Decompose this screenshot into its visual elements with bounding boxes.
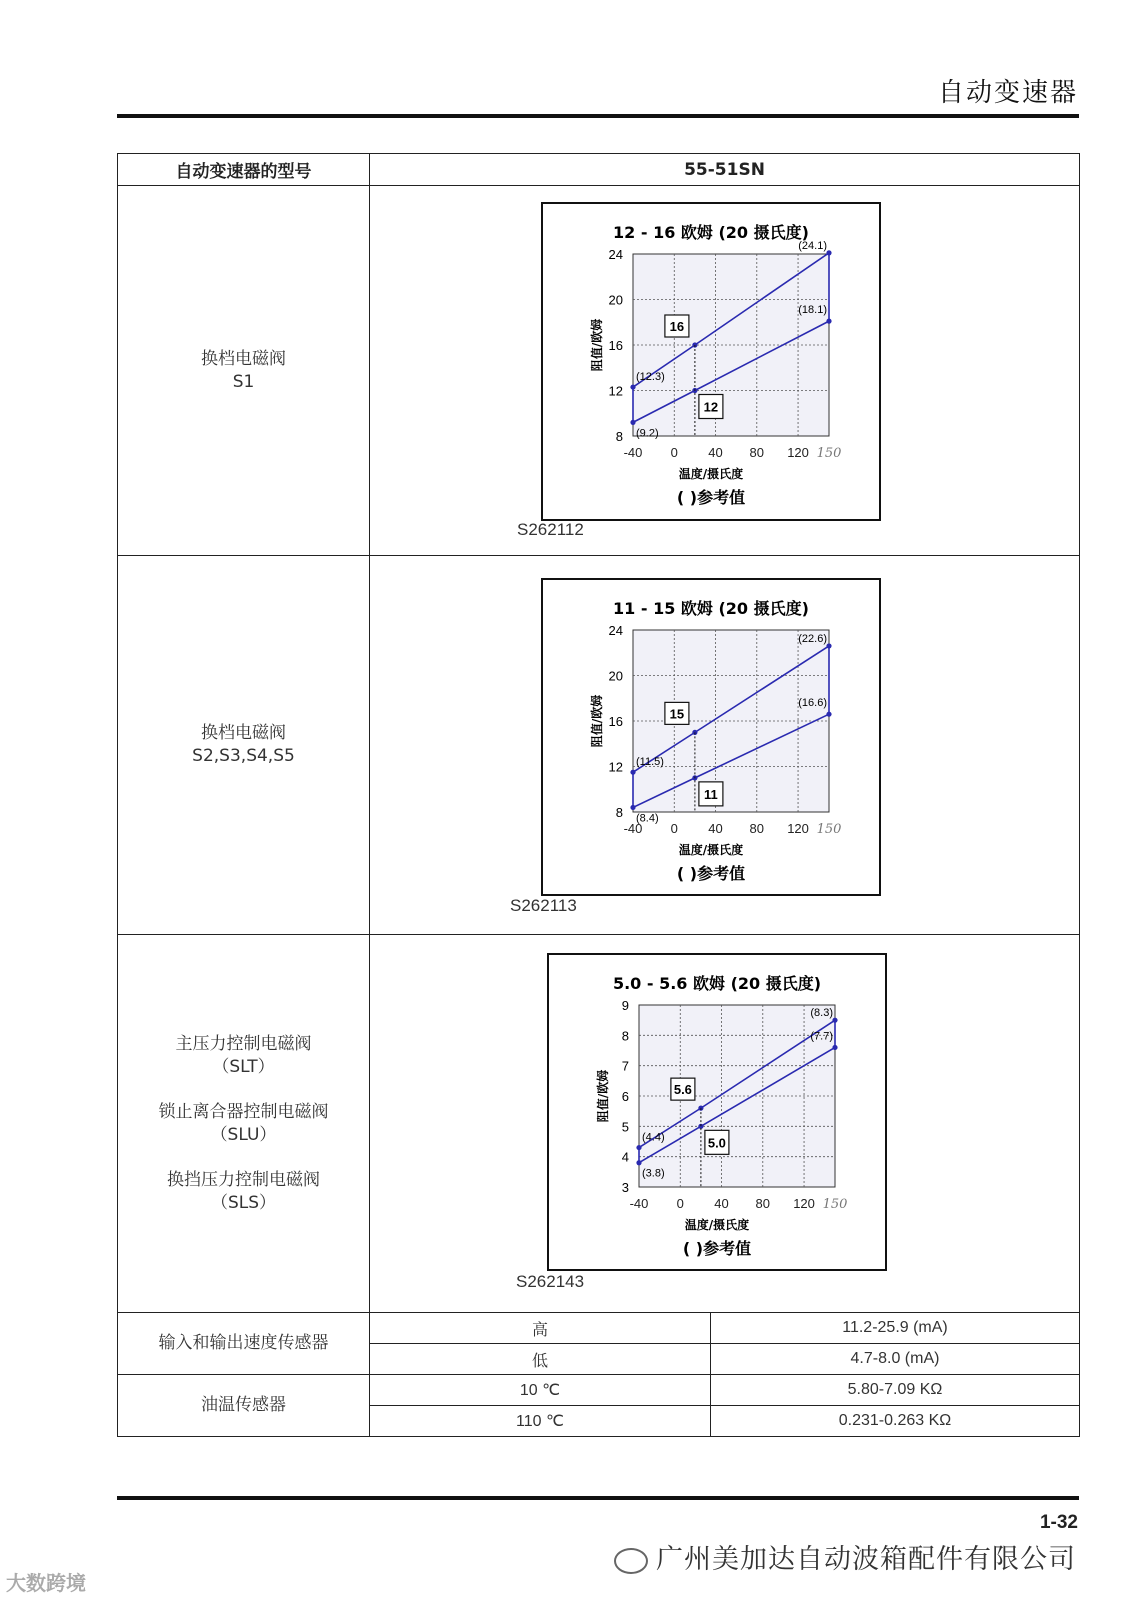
y-tick-label: 16 — [608, 714, 623, 729]
oil-temp-10c: 10 ℃ — [370, 1375, 711, 1406]
x-tick-label: -40 — [623, 445, 643, 460]
y-tick-label: 12 — [608, 383, 623, 399]
figure-code: S262113 — [510, 896, 577, 915]
point-label: (8.3) — [810, 1007, 833, 1020]
row-label-s2-s5 — [118, 556, 370, 935]
chart-caption: ( )参考值 — [676, 488, 746, 507]
chart-cell-s1 — [370, 186, 1080, 556]
y-tick-label: 12 — [608, 759, 623, 775]
watermark — [614, 1537, 1076, 1576]
brand-mark: 大数跨境 — [6, 1571, 86, 1595]
x-tick-label: 80 — [749, 445, 765, 460]
x-tick-label: 80 — [755, 1196, 771, 1211]
x-tick-label: 0 — [676, 1196, 684, 1211]
chart-cell-s2-s5 — [370, 556, 1080, 935]
row-label-line: 锁止离合器控制电磁阀 — [158, 1101, 329, 1122]
page-header-title: 自动变速器 — [937, 78, 1078, 108]
table-head-model: 自动变速器的型号 — [118, 154, 370, 186]
boxed-value-max: 15 — [669, 706, 685, 722]
chart-caption: ( )参考值 — [682, 1239, 752, 1258]
x-tick-label: -40 — [629, 1196, 649, 1211]
y-tick-label: 24 — [608, 247, 623, 262]
row-label-line: S2,S3,S4,S5 — [192, 746, 295, 766]
chart-s1-resistance — [543, 204, 879, 519]
row-label-line: （SLS） — [210, 1192, 277, 1213]
x-tick-label: 150 — [822, 1197, 848, 1212]
x-tick-label: 120 — [787, 821, 809, 836]
x-tick-label: 150 — [816, 822, 842, 837]
speed-sensor-low: 低 — [370, 1344, 711, 1375]
x-tick-label: 40 — [714, 1196, 729, 1211]
point-label: (8.4) — [636, 812, 659, 825]
chart-box-s1 — [541, 202, 881, 521]
x-axis-label: 温度/摄氏度 — [684, 1218, 750, 1232]
row-label-line: 换档电磁阀 — [201, 348, 286, 369]
speed-sensor-low-value: 4.7-8.0 (mA) — [711, 1344, 1080, 1375]
table-head-type: 55-51SN — [370, 154, 1080, 186]
x-axis-label: 温度/摄氏度 — [678, 843, 744, 857]
y-axis-label: 阻值/欧姆 — [590, 318, 604, 372]
row-label-line: （SLT） — [212, 1056, 275, 1077]
y-tick-label: 16 — [608, 338, 623, 353]
x-tick-label: 40 — [708, 821, 723, 836]
spacer — [118, 1147, 369, 1169]
x-tick-label: 80 — [749, 821, 765, 836]
boxed-value-max: 5.6 — [673, 1082, 692, 1098]
point-label: (24.1) — [798, 239, 827, 252]
x-tick-label: -40 — [623, 821, 643, 836]
boxed-value-max: 16 — [669, 319, 685, 334]
chart-caption: ( )参考值 — [676, 864, 746, 883]
y-tick-label: 24 — [608, 623, 623, 638]
x-tick-label: 120 — [793, 1196, 815, 1211]
y-tick-label: 8 — [615, 429, 623, 444]
x-tick-label: 0 — [670, 821, 678, 836]
speed-sensor-high: 高 — [370, 1313, 711, 1344]
y-axis-label: 阻值/欧姆 — [590, 694, 604, 748]
header-rule — [117, 114, 1079, 118]
row-label-line: 换挡压力控制电磁阀 — [167, 1169, 320, 1190]
row-label-slt-slu-sls — [118, 935, 370, 1313]
x-tick-label: 120 — [787, 445, 809, 460]
oil-temp-110c-value: 0.231-0.263 KΩ — [711, 1406, 1080, 1437]
point-label: (22.6) — [798, 632, 827, 645]
row-label-line: 主压力控制电磁阀 — [175, 1033, 312, 1054]
boxed-value-min: 5.0 — [707, 1135, 726, 1151]
spacer — [118, 1079, 369, 1101]
wechat-icon — [614, 1548, 648, 1574]
figure-code: S262112 — [517, 520, 584, 539]
chart-title: 5.0 - 5.6 欧姆 (20 摄氏度) — [612, 974, 822, 993]
chart-box-slt — [547, 953, 887, 1271]
y-tick-label: 6 — [621, 1089, 629, 1104]
y-tick-label: 5 — [621, 1119, 629, 1135]
x-tick-label: 150 — [816, 446, 842, 461]
point-label: (9.2) — [636, 427, 659, 440]
row-label-line: （SLU） — [210, 1124, 277, 1145]
boxed-value-min: 12 — [703, 399, 719, 415]
y-tick-label: 3 — [621, 1180, 629, 1195]
y-tick-label: 9 — [621, 998, 629, 1013]
oil-temp-10c-value: 5.80-7.09 KΩ — [711, 1375, 1080, 1406]
chart-s2-s5-resistance — [543, 580, 879, 894]
y-tick-label: 7 — [621, 1058, 629, 1074]
speed-sensor-high-value: 11.2-25.9 (mA) — [711, 1313, 1080, 1344]
y-tick-label: 20 — [608, 292, 623, 308]
x-tick-label: 0 — [670, 445, 678, 460]
watermark-text: 广州美加达自动波箱配件有限公司 — [656, 1544, 1076, 1575]
point-label: (11.5) — [636, 756, 664, 769]
y-tick-label: 20 — [608, 668, 623, 684]
spec-table — [117, 153, 1080, 1437]
y-tick-label: 4 — [621, 1149, 629, 1165]
chart-cell-slt — [370, 935, 1080, 1313]
oil-temp-110c: 110 ℃ — [370, 1406, 711, 1437]
point-label: (12.3) — [636, 371, 665, 384]
y-tick-label: 8 — [621, 1028, 629, 1044]
chart-title: 11 - 15 欧姆 (20 摄氏度) — [613, 599, 809, 618]
page-number: 1-32 — [1039, 1512, 1078, 1533]
boxed-value-min: 11 — [704, 786, 718, 802]
point-label: (3.8) — [642, 1167, 665, 1180]
point-label: (7.7) — [810, 1030, 833, 1043]
figure-code: S262143 — [516, 1272, 585, 1291]
y-axis-label: 阻值/欧姆 — [596, 1069, 610, 1123]
oil-temp-sensor-label: 油温传感器 — [118, 1375, 370, 1437]
x-axis-label: 温度/摄氏度 — [678, 467, 744, 481]
row-label-line: 换档电磁阀 — [201, 723, 286, 743]
row-label-s1 — [118, 186, 370, 556]
y-tick-label: 8 — [615, 805, 623, 820]
point-label: (16.6) — [798, 697, 827, 710]
chart-title: 12 - 16 欧姆 (20 摄氏度) — [613, 223, 809, 242]
point-label: (4.4) — [642, 1131, 665, 1144]
x-tick-label: 40 — [708, 445, 723, 460]
speed-sensor-label: 输入和输出速度传感器 — [118, 1313, 370, 1375]
row-label-line: S1 — [232, 371, 255, 392]
chart-slt-resistance — [549, 955, 885, 1269]
point-label: (18.1) — [798, 304, 827, 317]
footer-rule — [117, 1496, 1079, 1500]
chart-box-s2-s5 — [541, 578, 881, 896]
